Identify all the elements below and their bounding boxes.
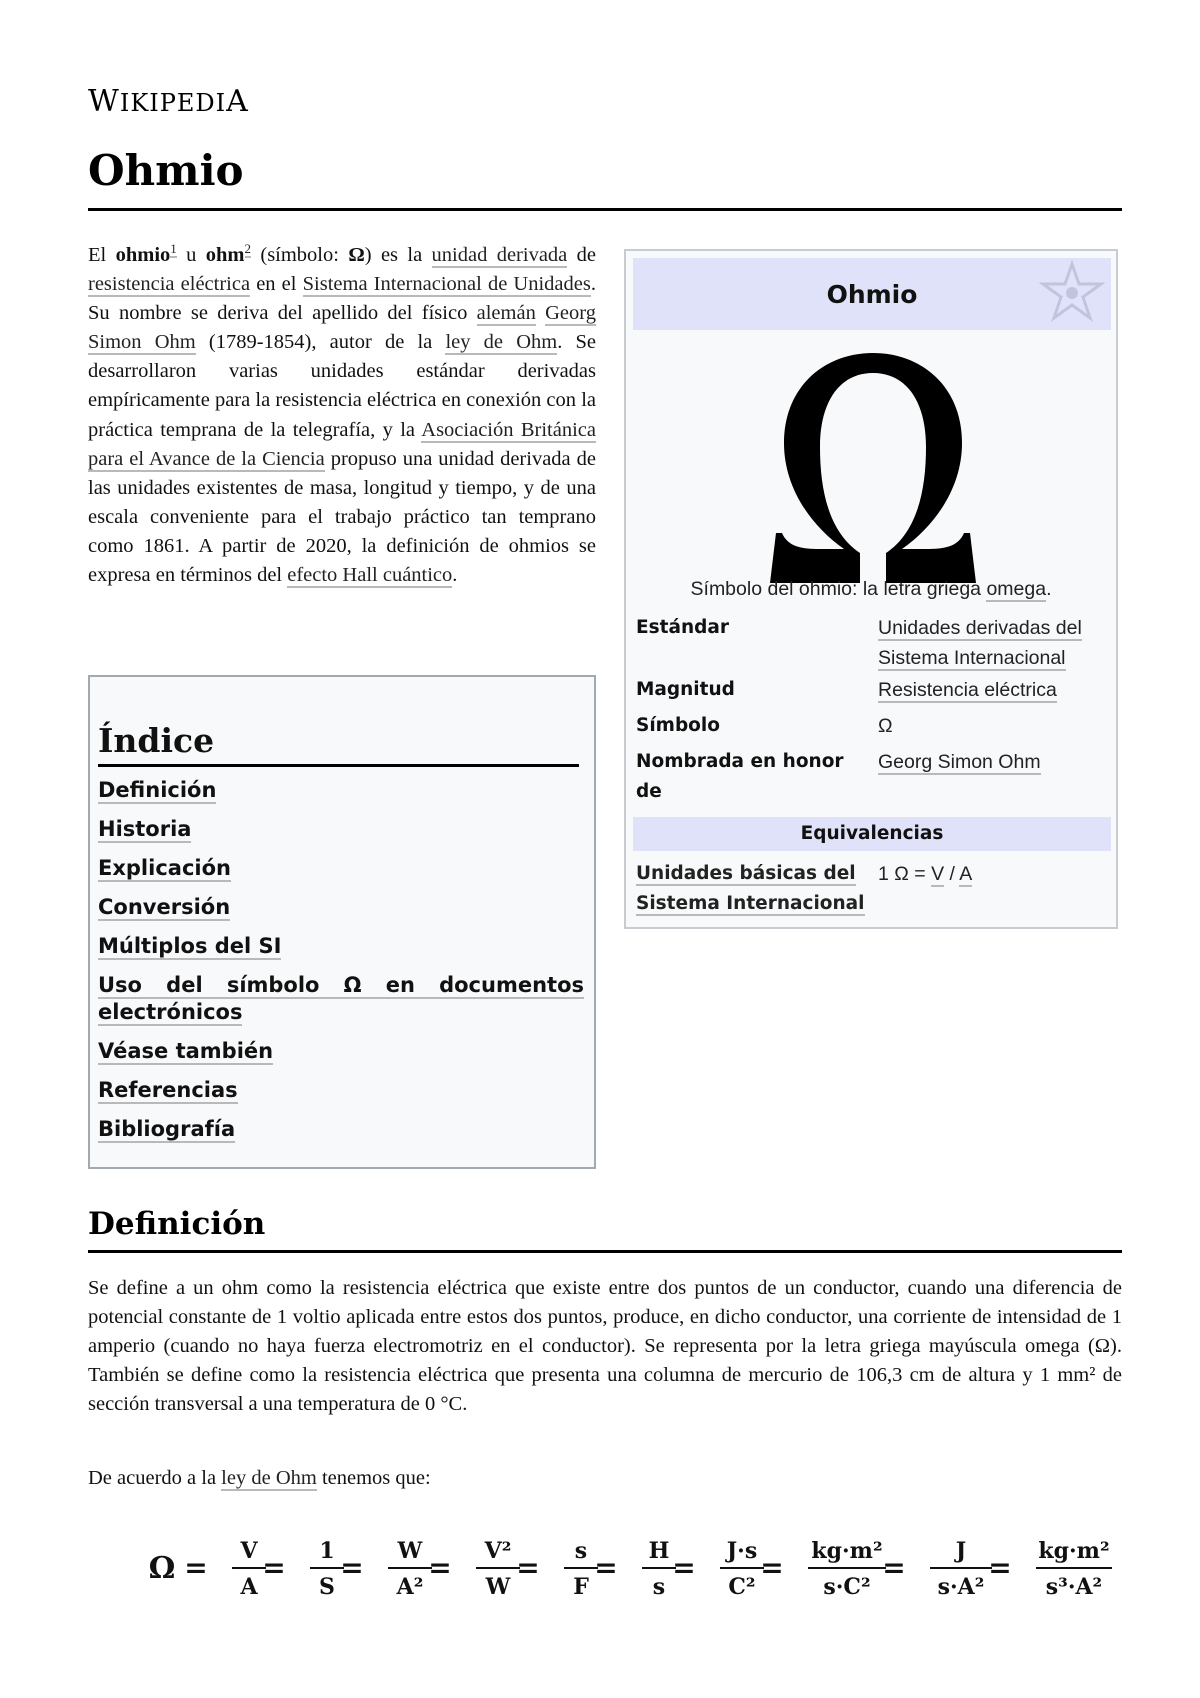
formula-denominator: A² [396,1574,424,1600]
link-resistencia-electrica[interactable]: resistencia eléctrica [88,273,251,296]
toc-title: Índice [98,721,215,760]
formula-numerator: kg·m² [1038,1538,1110,1564]
lead-paragraph: El ohmio$^1$ u ohm$^2$ (símbolo: Ω) es la unidad derivada de resistencia eléctrica en el Sistema Internacional de Unidades. Su nombre se deriva del apellido del físico alemán Georg Simon Ohm (1789-1854), autor de la ley de Ohm. Se desarrollaron varias unidades estándar derivadas empíricamente para la resistencia eléctrica en conexión con la práctica temprana de la telegrafía, y la Asociación Británica para el Avance de la Ciencia propuso una unidad derivada de las unidades existentes de masa, longitud y tiempo, y de una escala conveniente para el trabajo práctico tan temprano como 1861. A partir de 2020, la definición de ohmios se expresa en términos del efecto Hall cuántico. [88,241,596,587]
link-georg-simon-ohm-infobox[interactable]: Georg Simon Ohm [878,751,1041,773]
link-ley-de-ohm[interactable]: ley de Ohm [445,331,558,354]
infobox-value-equivalencia: 1 Ω = V / A [878,863,973,885]
infobox-header [633,258,1111,330]
definicion-paragraph-1: Se define a un ohm como la resistencia eléctrica que existe entre dos puntos de un conductor, cuando una diferencia de potencial constante de 1 voltio aplicada entre estos dos puntos, produce, en dicho conductor, una corriente de intensidad de 1 amperio (cuando no haya fuerza electromotriz en el conductor). Se representa por la letra griega mayúscula omega (Ω). También se define como la resistencia eléctrica que presenta una columna de mercurio de 106,3 cm de altura y 1 mm² de sección transversal a una temperatura de 0 °C. [88,1277,1122,1416]
formula-equals: = [184,1551,208,1584]
definicion-paragraph-2: De acuerdo a la ley de Ohm tenemos que: [88,1467,431,1489]
formula-equals: = [340,1551,364,1584]
infobox-value-estandar [878,613,1108,673]
infobox-caption: Símbolo del ohmio: la letra griega omega. [690,578,1052,600]
link-sistema-internacional[interactable]: Sistema Internacional de Unidades [302,273,591,296]
formula-equals: = [262,1551,286,1584]
link-asociacion-britanica[interactable]: Asociación Británica para el Avance de la Ciencia [88,418,596,470]
infobox-label-simbolo: Símbolo [636,715,720,736]
formula-equals: = [760,1551,784,1584]
omega-symbol-image[interactable] [758,347,988,597]
infobox [624,249,1118,929]
infobox-subheader-equivalencias: Equivalencias [633,817,1111,851]
formula-denominator: s³·A² [1045,1574,1103,1600]
section-heading-definicion: Definición [88,1206,266,1242]
toc-item-explicacion[interactable]: Explicación [98,856,231,880]
ohm-unit-formula [148,1522,1110,1612]
formula-numerator: J [955,1538,967,1564]
infobox-label-magnitud: Magnitud [636,679,735,700]
formula-equals: = [428,1551,452,1584]
formula-numerator: V² [484,1538,512,1564]
toc-item-historia[interactable]: Historia [98,817,192,841]
formula-lhs: Ω [148,1551,176,1586]
infobox-title: Ohmio [826,280,918,309]
formula-numerator: V [240,1538,258,1564]
reference-1[interactable]: 1 [170,241,177,257]
infobox-value-nombrada [878,747,1108,777]
link-amperio[interactable]: A [959,863,973,885]
toc-item-referencias[interactable]: Referencias [98,1078,238,1102]
link-resistencia-infobox[interactable]: Resistencia eléctrica [878,679,1057,701]
formula-denominator: S [319,1574,335,1600]
toc-item-conversion[interactable]: Conversión [98,895,231,919]
infobox-value-magnitud [878,675,1108,705]
link-georg-simon-ohm[interactable]: Georg Simon Ohm [88,302,596,354]
formula-numerator: H [648,1538,670,1564]
formula-equals: = [988,1551,1012,1584]
table-of-contents [88,675,596,1169]
infobox-label-nombrada: Nombrada en honor de [636,751,844,802]
link-omega[interactable]: omega [986,578,1047,600]
formula-numerator: 1 [319,1538,335,1564]
link-unidad-derivada[interactable]: unidad derivada [431,244,568,266]
infobox-label-unidades-basicas [636,859,872,919]
reference-2[interactable]: 2 [244,241,251,257]
section-divider [88,1250,1122,1253]
toc-item-vease-tambien[interactable]: Véase también [98,1039,274,1063]
infobox-value-simbolo: Ω [878,715,893,737]
toc-item-definicion[interactable]: Definición [98,778,217,802]
formula-equals: = [882,1551,906,1584]
infobox-label-estandar: Estándar [636,617,729,638]
formula-denominator: W [485,1574,511,1600]
toc-item-multiplos[interactable]: Múltiplos del SI [98,934,282,958]
link-unidades-derivadas[interactable]: Unidades derivadas del Sistema Internacional [878,617,1082,669]
toc-item-uso-simbolo[interactable]: Uso del símbolo Ω en documentos electrónicos [98,973,584,1024]
wikidata-star-icon [1039,260,1105,326]
formula-numerator: kg·m² [811,1538,883,1564]
formula-denominator: C² [728,1574,756,1600]
formula-equals: = [516,1551,540,1584]
toc-item-bibliografia[interactable]: Bibliografía [98,1117,236,1141]
link-voltio[interactable]: V [931,863,945,885]
formula-numerator: J·s [726,1538,758,1564]
formula-denominator: s·A² [937,1574,985,1600]
formula-denominator: s·C² [823,1574,871,1600]
link-ley-de-ohm-2[interactable]: ley de Ohm [221,1467,317,1489]
formula-denominator: A [240,1574,258,1600]
link-unidades-basicas[interactable]: Unidades básicas del Sistema Internacional [636,863,865,914]
formula-equals: = [594,1551,618,1584]
formula-numerator: W [397,1538,423,1564]
title-divider [88,208,1122,211]
wikipedia-logo[interactable]: WIKIPEDIA [88,84,249,119]
toc-divider [98,764,579,767]
formula-numerator: s [574,1538,588,1564]
formula-denominator: F [573,1574,589,1600]
link-efecto-hall[interactable]: efecto Hall cuántico [287,564,453,587]
formula-equals: = [672,1551,696,1584]
page-title: Ohmio [88,146,244,195]
link-aleman[interactable]: alemán [476,302,536,325]
formula-denominator: s [652,1574,666,1600]
